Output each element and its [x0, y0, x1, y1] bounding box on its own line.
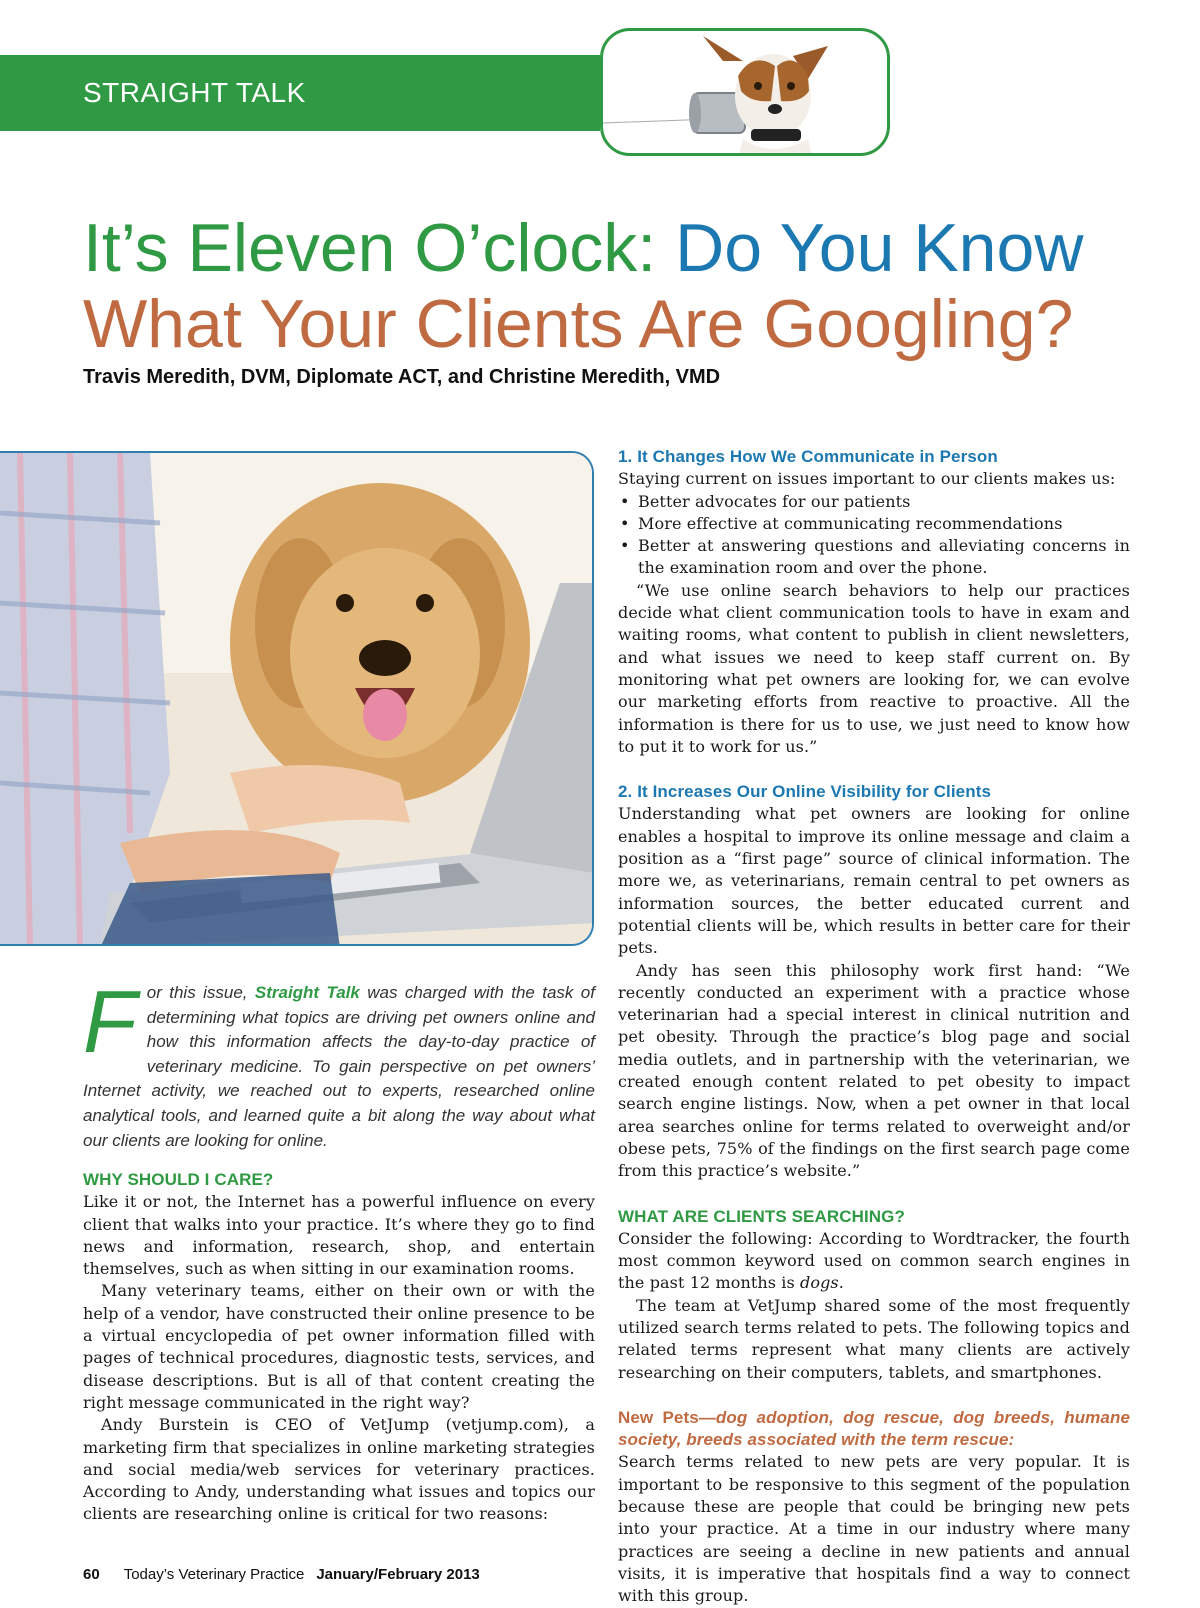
bullet-item: • More effective at communicating recommendations: [618, 513, 1130, 535]
new-pets-paragraph: Search terms related to new pets are very popular. It is important to be responsive to this segment of the population because these are people that could be bringing new pets into your practice. At a time in our industry where many practices are seeing a decline in new patients and annual visits, it is imperative that hospitals find a way to connect with this group.: [618, 1452, 1130, 1606]
page-number: 60: [83, 1566, 100, 1583]
reason1-quote: “We use online search behaviors to help our practices decide what client communication tools to have in exam and waiting rooms, what content to publish in client newsletters, and what issues we need to keep staff current on. By monitoring what pet owners are looking for, we can evolve our marketing efforts from reactive to proactive. All the information is there for us to use, we just need to know how to put it to work for us.”: [618, 580, 1130, 756]
issue-date: January/February 2013: [316, 1566, 480, 1583]
heading-why-care: WHY SHOULD I CARE?: [83, 1170, 274, 1189]
heading-clients-searching: WHAT ARE CLIENTS SEARCHING?: [618, 1206, 905, 1226]
reason1-intro: Staying current on issues important to our clients makes us:: [618, 469, 1116, 489]
why-paragraph-3: Andy Burstein is CEO of VetJump (vetjump.com), a marketing firm that specializes in online marketing strategies and social media/web services for veterinary practices. According to Andy, understanding what issues and topics our clients are researching online is critical for two reasons:: [83, 1415, 595, 1524]
title-line-2: What Your Clients Are Googling?: [83, 286, 1074, 362]
intro-column-name: Straight Talk: [254, 983, 360, 1002]
page-footer: [83, 1566, 480, 1583]
new-pets-terms: dog adoption, dog rescue, dog breeds, humane society, breeds associated with the term rescue:: [618, 1407, 1130, 1450]
publication-name: Today’s Veterinary Practice: [123, 1566, 305, 1583]
searching-keyword: dogs: [800, 1273, 839, 1293]
reason2-paragraph-2: Andy has seen this philosophy work first hand: “We recently conducted an experiment with a practice whose veterinarian had a special interest in clinical nutrition and pet obesity. Through the practice’s blog page and social media outlets, and in partnership with the veterinarian, we created enough content related to pet obesity to impact search engine listings. Now, when a pet owner in that local area searches online for terms related to overweight and/or obese pets, 75% of the findings on the first search page come from this practice’s website.”: [618, 960, 1130, 1181]
dog-illustration: [603, 31, 890, 156]
heading-new-pets: [618, 1407, 1130, 1452]
intro-text-start: or this issue,: [146, 983, 255, 1002]
article-title: [83, 210, 1163, 362]
bullet-item: • Better at answering questions and alleviating concerns in the examination room and over the phone.: [618, 535, 1130, 580]
intro-text-rest: was charged with the task of determining what topics are driving pet owners online and how this information affects the day-to-day practice of veterinary medicine. To gain perspective on pet owners’ Internet activity, we reached out to experts, researched online analytical tools, and learned quite a bit along the way about what our clients are looking for online.: [83, 983, 595, 1150]
title-part-green: It’s Eleven O’clock:: [83, 210, 657, 286]
why-paragraph-2: Many veterinary teams, either on their own or with the help of a vendor, have constructed their online presence to be a virtual encyclopedia of pet owner information filled with pages of technical procedures, diagnostic tests, services, and disease descriptions. But is all of that content creating the right message communicated in the right way?: [83, 1281, 595, 1412]
left-column: [83, 1169, 595, 1526]
intro-paragraph: [83, 972, 595, 1153]
heading-reason-1: 1. It Changes How We Communicate in Person: [618, 447, 998, 466]
bullet-item: • Better advocates for our patients: [618, 491, 1130, 513]
drop-cap: F: [83, 972, 137, 1071]
reason2-paragraph-1: Understanding what pet owners are looking for online enables a hospital to improve its online message and claim a position as a “first page” source of clinical information. The more we, as veterinarians, remain central to pet owners as information sources, the better educated current and potential clients will be, which results in better care for their pets.: [618, 804, 1130, 958]
dog-laptop-illustration: [0, 453, 594, 946]
searching-text-end: .: [838, 1273, 844, 1293]
searching-paragraph-1: [618, 1228, 1130, 1295]
heading-reason-2: 2. It Increases Our Online Visibility for Clients: [618, 782, 992, 802]
title-part-blue: Do You Know: [675, 210, 1084, 286]
dog-laptop-photo: [0, 451, 594, 946]
dog-tin-can-photo: [600, 28, 890, 156]
why-paragraph-1: Like it or not, the Internet has a powerful influence on every client that walks into your practice. It’s where they go to find news and information, research, shop, and entertain themselves, such as when sitting in our examination rooms.: [83, 1192, 595, 1279]
searching-text: Consider the following: According to Wordtracker, the fourth most common keyword used on common search engines in the past 12 months is: [618, 1228, 1130, 1293]
new-pets-label: New Pets—: [618, 1407, 716, 1427]
section-label: STRAIGHT TALK: [83, 77, 306, 108]
reason1-bullet-list: [618, 491, 1130, 580]
byline: Travis Meredith, DVM, Diplomate ACT, and Christine Meredith, VMD: [83, 366, 721, 388]
right-column: [618, 446, 1130, 1608]
searching-paragraph-2: The team at VetJump shared some of the most frequently utilized search terms related to pets. The following topics and related terms represent what many clients are actively researching on their computers, tablets, and smartphones.: [618, 1295, 1130, 1382]
